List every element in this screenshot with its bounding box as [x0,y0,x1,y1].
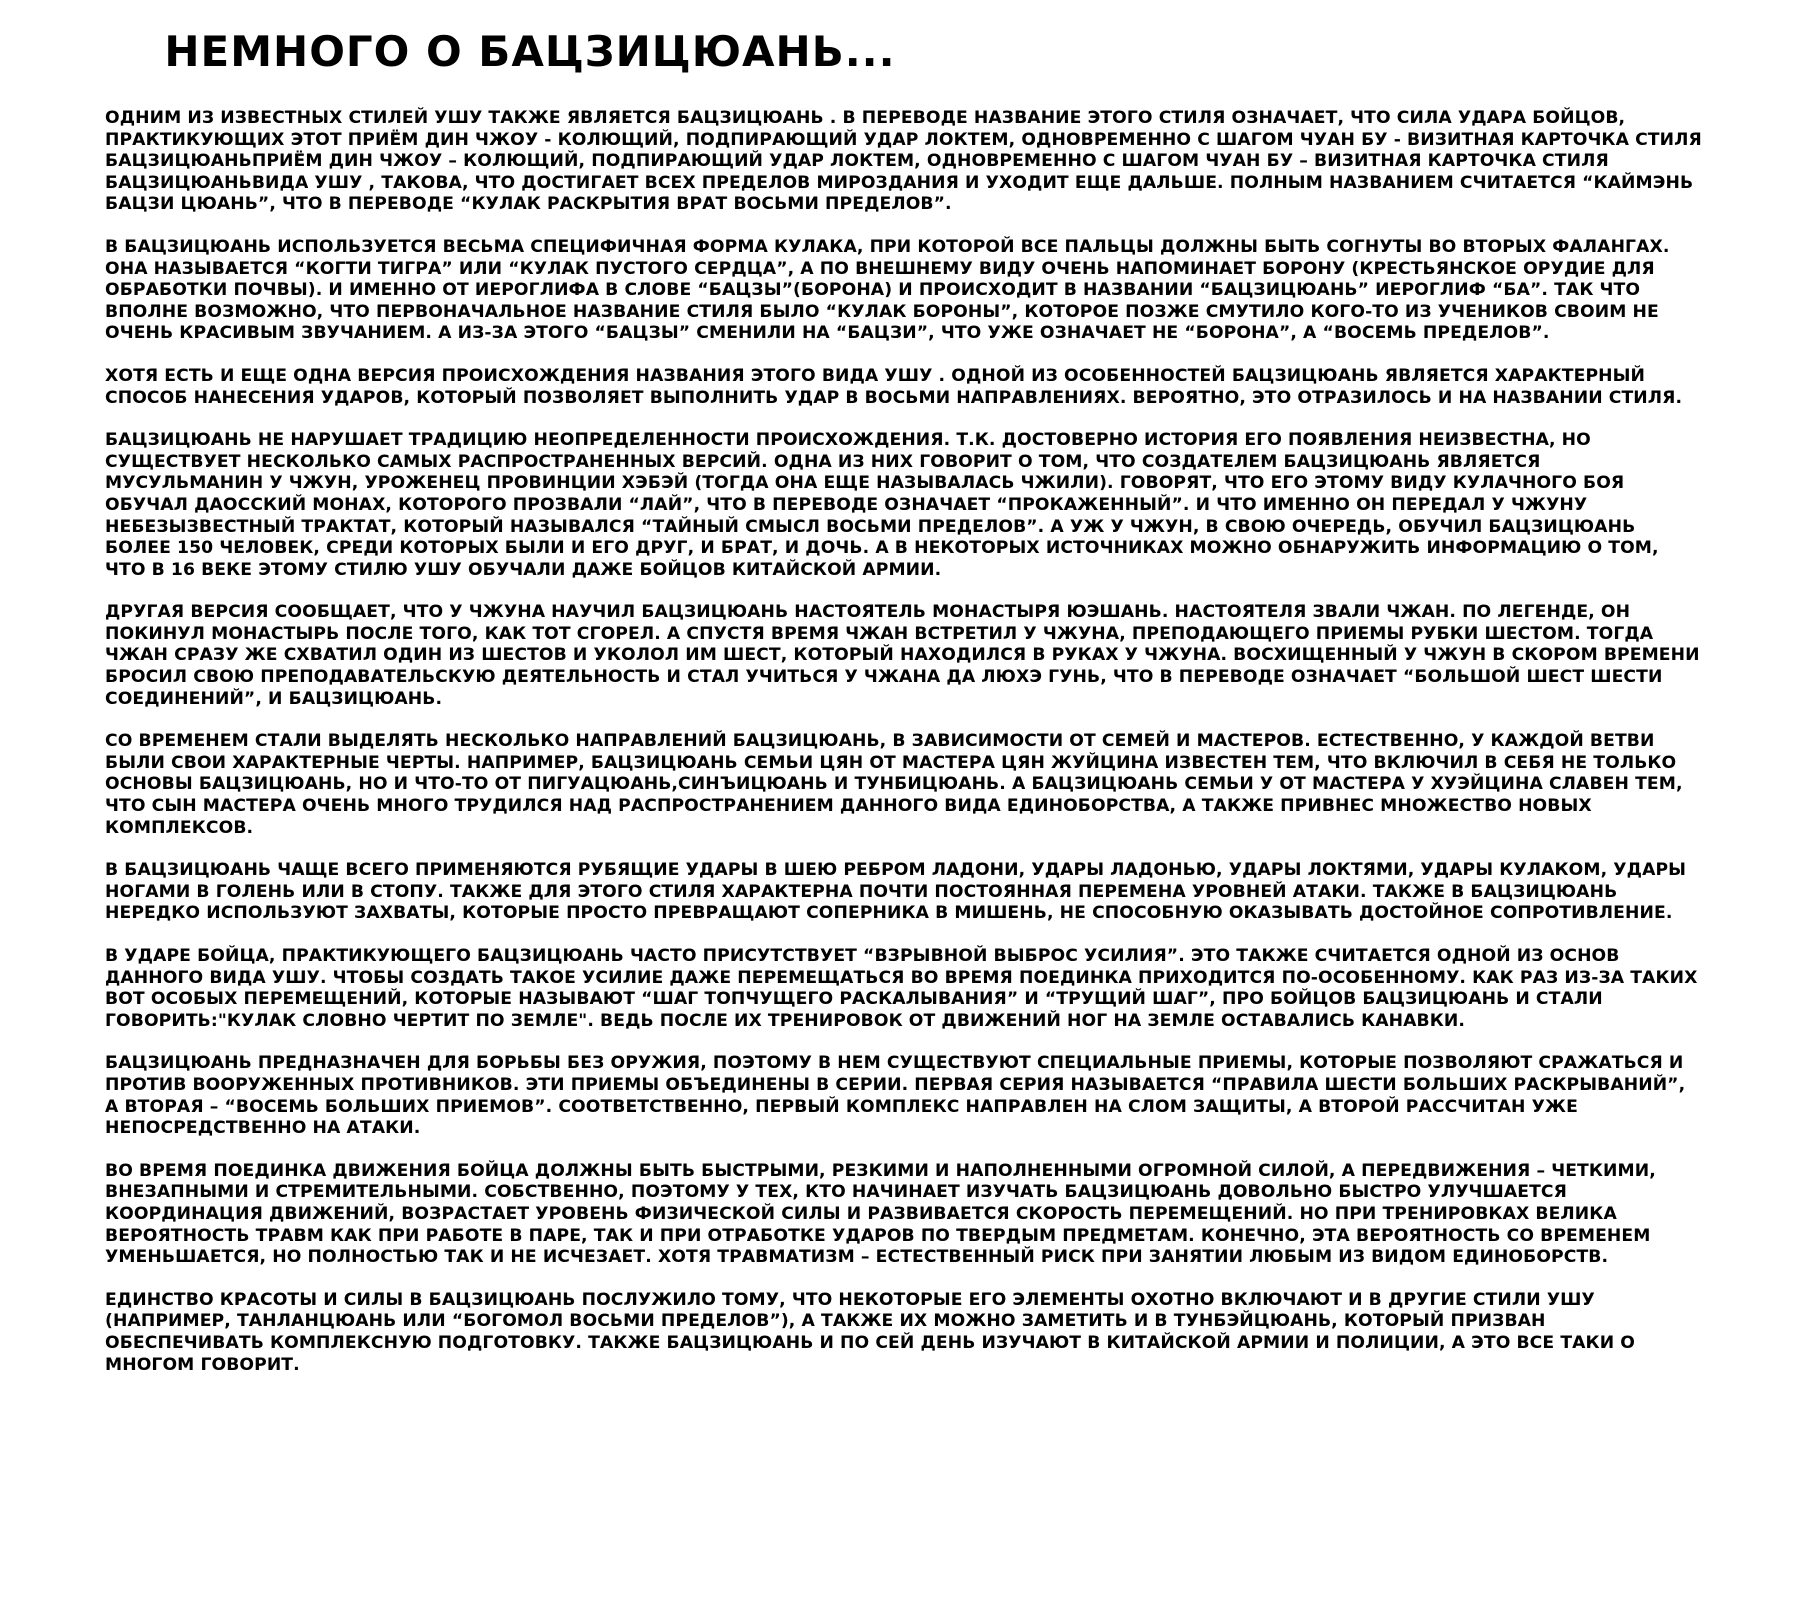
paragraph-3: ХОТЯ ЕСТЬ И ЕЩЕ ОДНА ВЕРСИЯ ПРОИСХОЖДЕНИЯ НАЗВАНИЯ ЭТОГО ВИДА УШУ . ОДНОЙ ИЗ ОСОБЕННОСТЕЙ БАЦЗИЦЮАНЬ ЯВЛЯЕТСЯ ХАРАКТЕРНЫЙ СПОСОБ НАНЕСЕНИЯ УДАРОВ, КОТОРЫЙ ПОЗВОЛЯЕТ ВЫПОЛНИТЬ УДАР В ВОСЬМИ НАПРАВЛЕНИЯХ. ВЕРОЯТНО, ЭТО ОТРАЗИЛОСЬ И НА НАЗВАНИИ СТИЛЯ. [105,365,1683,408]
article-body [105,108,1703,1397]
paragraph-10: ВО ВРЕМЯ ПОЕДИНКА ДВИЖЕНИЯ БОЙЦА ДОЛЖНЫ БЫТЬ БЫСТРЫМИ, РЕЗКИМИ И НАПОЛНЕННЫМИ ОГРОМНОЙ СИЛОЙ, А ПЕРЕДВИЖЕНИЯ – ЧЕТКИМИ, ВНЕЗАПНЫМИ И СТРЕМИТЕЛЬНЫМИ. СОБСТВЕННО, ПОЭТОМУ У ТЕХ, КТО НАЧИНАЕТ ИЗУЧАТЬ БАЦЗИЦЮАНЬ ДОВОЛЬНО БЫСТРО УЛУЧШАЕТСЯ КООРДИНАЦИЯ ДВИЖЕНИЙ, ВОЗРАСТАЕТ УРОВЕНЬ ФИЗИЧЕСКОЙ СИЛЫ И РАЗВИВАЕТСЯ СКОРОСТЬ ПЕРЕМЕЩЕНИЙ. НО ПРИ ТРЕНИРОВКАХ ВЕЛИКА ВЕРОЯТНОСТЬ ТРАВМ КАК ПРИ РАБОТЕ В ПАРЕ, ТАК И ПРИ ОТРАБОТКЕ УДАРОВ ПО ТВЕРДЫМ ПРЕДМЕТАМ. КОНЕЧНО, ЭТА ВЕРОЯТНОСТЬ СО ВРЕМЕНЕМ УМЕНЬШАЕТСЯ, НО ПОЛНОСТЬЮ ТАК И НЕ ИСЧЕЗАЕТ. ХОТЯ ТРАВМАТИЗМ – ЕСТЕСТВЕННЫЙ РИСК ПРИ ЗАНЯТИИ ЛЮБЫМ ИЗ ВИДОМ ЕДИНОБОРСТВ. [105,1160,1656,1268]
paragraph-8: В УДАРЕ БОЙЦА, ПРАКТИКУЮЩЕГО БАЦЗИЦЮАНЬ ЧАСТО ПРИСУТСТВУЕТ “ВЗРЫВНОЙ ВЫБРОС УСИЛИЯ”. ЭТО ТАКЖЕ СЧИТАЕТСЯ ОДНОЙ ИЗ ОСНОВ ДАННОГО ВИДА УШУ. ЧТОБЫ СОЗДАТЬ ТАКОЕ УСИЛИЕ ДАЖЕ ПЕРЕМЕЩАТЬСЯ ВО ВРЕМЯ ПОЕДИНКА ПРИХОДИТСЯ ПО-ОСОБЕННОМУ. КАК РАЗ ИЗ-ЗА ТАКИХ ВОТ ОСОБЫХ ПЕРЕМЕЩЕНИЙ, КОТОРЫЕ НАЗЫВАЮТ “ШАГ ТОПЧУЩЕГО РАСКАЛЫВАНИЯ” И “ТРУЩИЙ ШАГ”, ПРО БОЙЦОВ БАЦЗИЦЮАНЬ И СТАЛИ ГОВОРИТЬ:"КУЛАК СЛОВНО ЧЕРТИТ ПО ЗЕМЛЕ". ВЕДЬ ПОСЛЕ ИХ ТРЕНИРОВОК ОТ ДВИЖЕНИЙ НОГ НА ЗЕМЛЕ ОСТАВАЛИСЬ КАНАВКИ. [105,946,1698,1031]
paragraph-6: СО ВРЕМЕНЕМ СТАЛИ ВЫДЕЛЯТЬ НЕСКОЛЬКО НАПРАВЛЕНИЙ БАЦЗИЦЮАНЬ, В ЗАВИСИМОСТИ ОТ СЕМЕЙ И МАСТЕРОВ. ЕСТЕСТВЕННО, У КАЖДОЙ ВЕТВИ БЫЛИ СВОИ ХАРАКТЕРНЫЕ ЧЕРТЫ. НАПРИМЕР, БАЦЗИЦЮАНЬ СЕМЬИ ЦЯН ОТ МАСТЕРА ЦЯН ЖУЙЦИНА ИЗВЕСТЕН ТЕМ, ЧТО ВКЛЮЧИЛ В СЕБЯ НЕ ТОЛЬКО ОСНОВЫ БАЦЗИЦЮАНЬ, НО И ЧТО-ТО ОТ ПИГУАЦЮАНЬ,СИНЪИЦЮАНЬ И ТУНБИЦЮАНЬ. А БАЦЗИЦЮАНЬ СЕМЬИ У ОТ МАСТЕРА У ХУЭЙЦИНА СЛАВЕН ТЕМ, ЧТО СЫН МАСТЕРА ОЧЕНЬ МНОГО ТРУДИЛСЯ НАД РАСПРОСТРАНЕНИЕМ ДАННОГО ВИДА ЕДИНОБОРСТВА, А ТАКЖЕ ПРИВНЕС МНОЖЕСТВО НОВЫХ КОМПЛЕКСОВ. [105,731,1683,838]
paragraph-11: ЕДИНСТВО КРАСОТЫ И СИЛЫ В БАЦЗИЦЮАНЬ ПОСЛУЖИЛО ТОМУ, ЧТО НЕКОТОРЫЕ ЕГО ЭЛЕМЕНТЫ ОХОТНО ВКЛЮЧАЮТ И В ДРУГИЕ СТИЛИ УШУ (НАПРИМЕР, ТАНЛАНЦЮАНЬ ИЛИ “БОГОМОЛ ВОСЬМИ ПРЕДЕЛОВ”), А ТАКЖЕ ИХ МОЖНО ЗАМЕТИТЬ И В ТУНБЭЙЦЮАНЬ, КОТОРЫЙ ПРИЗВАН ОБЕСПЕЧИВАТЬ КОМПЛЕКСНУЮ ПОДГОТОВКУ. ТАКЖЕ БАЦЗИЦЮАНЬ И ПО СЕЙ ДЕНЬ ИЗУЧАЮТ В КИТАЙСКОЙ АРМИИ И ПОЛИЦИИ, А ЭТО ВСЕ ТАКИ О МНОГОМ ГОВОРИТ. [105,1289,1635,1375]
paragraph-1: ОДНИМ ИЗ ИЗВЕСТНЫХ СТИЛЕЙ УШУ ТАКЖЕ ЯВЛЯЕТСЯ БАЦЗИЦЮАНЬ . В ПЕРЕВОДЕ НАЗВАНИЕ ЭТОГО СТИЛЯ ОЗНАЧАЕТ, ЧТО СИЛА УДАРА БОЙЦОВ, ПРАКТИКУЮЩИХ ЭТОТ ПРИЁМ ДИН ЧЖОУ - КОЛЮЩИЙ, ПОДПИРАЮЩИЙ УДАР ЛОКТЕМ, ОДНОВРЕМЕННО С ШАГОМ ЧУАН БУ - ВИЗИТНАЯ КАРТОЧКА СТИЛЯ БАЦЗИЦЮАНЬПРИЁМ ДИН ЧЖОУ – КОЛЮЩИЙ, ПОДПИРАЮЩИЙ УДАР ЛОКТЕМ, ОДНОВРЕМЕННО С ШАГОМ ЧУАН БУ – ВИЗИТНАЯ КАРТОЧКА СТИЛЯ БАЦЗИЦЮАНЬВИДА УШУ , ТАКОВА, ЧТО ДОСТИГАЕТ ВСЕХ ПРЕДЕЛОВ МИРОЗДАНИЯ И УХОДИТ ЕЩЕ ДАЛЬШЕ. ПОЛНЫМ НАЗВАНИЕМ СЧИТАЕТСЯ “КАЙМЭНЬ БАЦЗИ ЦЮАНЬ”, ЧТО В ПЕРЕВОДЕ “КУЛАК РАСКРЫТИЯ ВРАТ ВОСЬМИ ПРЕДЕЛОВ”. [105,108,1702,215]
paragraph-2: В БАЦЗИЦЮАНЬ ИСПОЛЬЗУЕТСЯ ВЕСЬМА СПЕЦИФИЧНАЯ ФОРМА КУЛАКА, ПРИ КОТОРОЙ ВСЕ ПАЛЬЦЫ ДОЛЖНЫ БЫТЬ СОГНУТЫ ВО ВТОРЫХ ФАЛАНГАХ. ОНА НАЗЫВАЕТСЯ “КОГТИ ТИГРА” ИЛИ “КУЛАК ПУСТОГО СЕРДЦА”, А ПО ВНЕШНЕМУ ВИДУ ОЧЕНЬ НАПОМИНАЕТ БОРОНУ (КРЕСТЬЯНСКОЕ ОРУДИЕ ДЛЯ ОБРАБОТКИ ПОЧВЫ). И ИМЕННО ОТ ИЕРОГЛИФА В СЛОВЕ “БАЦЗЫ”(БОРОНА) И ПРОИСХОДИТ В НАЗВАНИИ “БАЦЗИЦЮАНЬ” ИЕРОГЛИФ “БА”. ТАК ЧТО ВПОЛНЕ ВОЗМОЖНО, ЧТО ПЕРВОНАЧАЛЬНОЕ НАЗВАНИЕ СТИЛЯ БЫЛО “КУЛАК БОРОНЫ”, КОТОРОЕ ПОЗЖЕ СМУТИЛО КОГО-ТО ИЗ УЧЕНИКОВ СВОИМ НЕ ОЧЕНЬ КРАСИВЫМ ЗВУЧАНИЕМ. А ИЗ-ЗА ЭТОГО “БАЦЗЫ” СМЕНИЛИ НА “БАЦЗИ”, ЧТО УЖЕ ОЗНАЧАЕТ НЕ “БОРОНА”, А “ВОСЕМЬ ПРЕДЕЛОВ”. [105,236,1670,344]
paragraph-5: ДРУГАЯ ВЕРСИЯ СООБЩАЕТ, ЧТО У ЧЖУНА НАУЧИЛ БАЦЗИЦЮАНЬ НАСТОЯТЕЛЬ МОНАСТЫРЯ ЮЭШАНЬ. НАСТОЯТЕЛЯ ЗВАЛИ ЧЖАН. ПО ЛЕГЕНДЕ, ОН ПОКИНУЛ МОНАСТЫРЬ ПОСЛЕ ТОГО, КАК ТОТ СГОРЕЛ. А СПУСТЯ ВРЕМЯ ЧЖАН ВСТРЕТИЛ У ЧЖУНА, ПРЕПОДАЮЩЕГО ПРИЕМЫ РУБКИ ШЕСТОМ. ТОГДА ЧЖАН СРАЗУ ЖЕ СХВАТИЛ ОДИН ИЗ ШЕСТОВ И УКОЛОЛ ИМ ШЕСТ, КОТОРЫЙ НАХОДИЛСЯ В РУКАХ У ЧЖУНА. ВОСХИЩЕННЫЙ У ЧЖУН В СКОРОМ ВРЕМЕНИ БРОСИЛ СВОЮ ПРЕПОДАВАТЕЛЬСКУЮ ДЕЯТЕЛЬНОСТЬ И СТАЛ УЧИТЬСЯ У ЧЖАНА ДА ЛЮХЭ ГУНЬ, ЧТО В ПЕРЕВОДЕ ОЗНАЧАЕТ “БОЛЬШОЙ ШЕСТ ШЕСТИ СОЕДИНЕНИЙ”, И БАЦЗИЦЮАНЬ. [105,602,1700,709]
paragraph-9: БАЦЗИЦЮАНЬ ПРЕДНАЗНАЧЕН ДЛЯ БОРЬБЫ БЕЗ ОРУЖИЯ, ПОЭТОМУ В НЕМ СУЩЕСТВУЮТ СПЕЦИАЛЬНЫЕ ПРИЕМЫ, КОТОРЫЕ ПОЗВОЛЯЮТ СРАЖАТЬСЯ И ПРОТИВ ВООРУЖЕННЫХ ПРОТИВНИКОВ. ЭТИ ПРИЕМЫ ОБЪЕДИНЕНЫ В СЕРИИ. ПЕРВАЯ СЕРИЯ НАЗЫВАЕТСЯ “ПРАВИЛА ШЕСТИ БОЛЬШИХ РАСКРЫВАНИЙ”, А ВТОРАЯ – “ВОСЕМЬ БОЛЬШИХ ПРИЕМОВ”. СООТВЕТСТВЕННО, ПЕРВЫЙ КОМПЛЕКС НАПРАВЛЕН НА СЛОМ ЗАЩИТЫ, А ВТОРОЙ РАССЧИТАН УЖЕ НЕПОСРЕДСТВЕННО НА АТАКИ. [105,1053,1686,1139]
paragraph-4: БАЦЗИЦЮАНЬ НЕ НАРУШАЕТ ТРАДИЦИЮ НЕОПРЕДЕЛЕННОСТИ ПРОИСХОЖДЕНИЯ. Т.К. ДОСТОВЕРНО ИСТОРИЯ ЕГО ПОЯВЛЕНИЯ НЕИЗВЕСТНА, НО СУЩЕСТВУЕТ НЕСКОЛЬКО САМЫХ РАСПРОСТРАНЕННЫХ ВЕРСИЙ. ОДНА ИЗ НИХ ГОВОРИТ О ТОМ, ЧТО СОЗДАТЕЛЕМ БАЦЗИЦЮАНЬ ЯВЛЯЕТСЯ МУСУЛЬМАНИН У ЧЖУН, УРОЖЕНЕЦ ПРОВИНЦИИ ХЭБЭЙ (ТОГДА ОНА ЕЩЕ НАЗЫВАЛАСЬ ЧЖИЛИ). ГОВОРЯТ, ЧТО ЕГО ЭТОМУ ВИДУ КУЛАЧНОГО БОЯ ОБУЧАЛ ДАОССКИЙ МОНАХ, КОТОРОГО ПРОЗВАЛИ “ЛАЙ”, ЧТО В ПЕРЕВОДЕ ОЗНАЧАЕТ “ПРОКАЖЕННЫЙ”. И ЧТО ИМЕННО ОН ПЕРЕДАЛ У ЧЖУНУ НЕБЕЗЫЗВЕСТНЫЙ ТРАКТАТ, КОТОРЫЙ НАЗЫВАЛСЯ “ТАЙНЫЙ СМЫСЛ ВОСЬМИ ПРЕДЕЛОВ”. А УЖ У ЧЖУН, В СВОЮ ОЧЕРЕДЬ, ОБУЧИЛ БАЦЗИЦЮАНЬ БОЛЕЕ 150 ЧЕЛОВЕК, СРЕДИ КОТОРЫХ БЫЛИ И ЕГО ДРУГ, И БРАТ, И ДОЧЬ. А В НЕКОТОРЫХ ИСТОЧНИКАХ МОЖНО ОБНАРУЖИТЬ ИНФОРМАЦИЮ О ТОМ, ЧТО В 16 ВЕКЕ ЭТОМУ СТИЛЮ УШУ ОБУЧАЛИ ДАЖЕ БОЙЦОВ КИТАЙСКОЙ АРМИИ. [105,430,1659,580]
paragraph-7: В БАЦЗИЦЮАНЬ ЧАЩЕ ВСЕГО ПРИМЕНЯЮТСЯ РУБЯЩИЕ УДАРЫ В ШЕЮ РЕБРОМ ЛАДОНИ, УДАРЫ ЛАДОНЬЮ, УДАРЫ ЛОКТЯМИ, УДАРЫ КУЛАКОМ, УДАРЫ НОГАМИ В ГОЛЕНЬ ИЛИ В СТОПУ. ТАКЖЕ ДЛЯ ЭТОГО СТИЛЯ ХАРАКТЕРНА ПОЧТИ ПОСТОЯННАЯ ПЕРЕМЕНА УРОВНЕЙ АТАКИ. ТАКЖЕ В БАЦЗИЦЮАНЬ НЕРЕДКО ИСПОЛЬЗУЮТ ЗАХВАТЫ, КОТОРЫЕ ПРОСТО ПРЕВРАЩАЮТ СОПЕРНИКА В МИШЕНЬ, НЕ СПОСОБНУЮ ОКАЗЫВАТЬ ДОСТОЙНОЕ СОПРОТИВЛЕНИЕ. [105,860,1687,924]
page-title: НЕМНОГО О БАЦЗИЦЮАНЬ... [164,27,896,76]
